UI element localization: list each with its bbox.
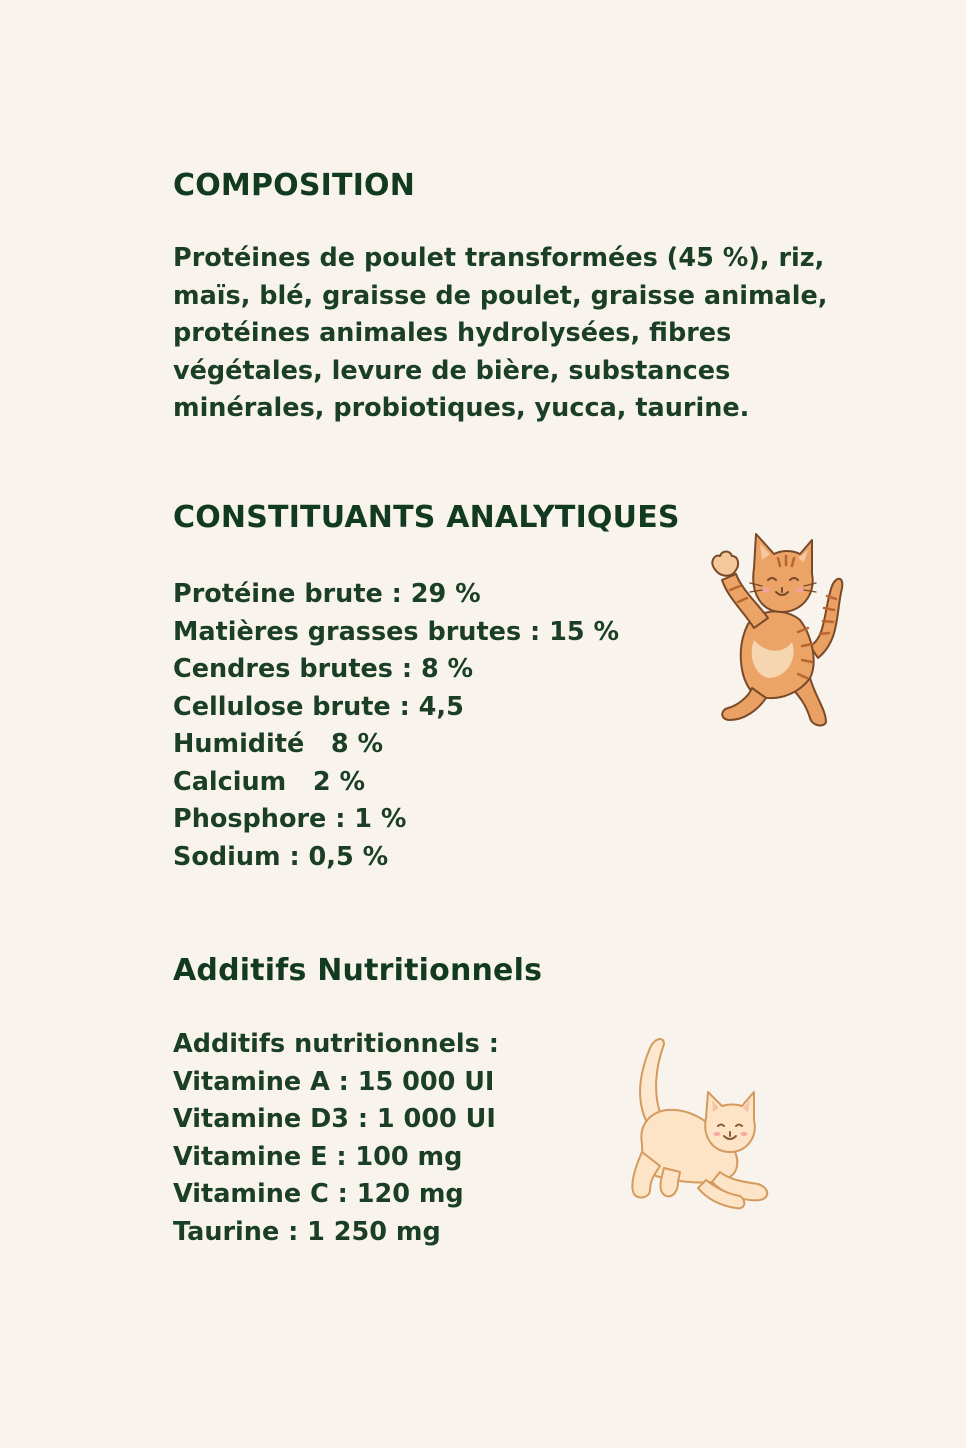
cat-waving-icon xyxy=(706,528,846,738)
additives-item: Additifs nutritionnels : xyxy=(173,1029,499,1059)
analytical-item: Protéine brute : 29 % xyxy=(173,579,481,609)
analytical-item: Phosphore : 1 % xyxy=(173,804,407,834)
additives-heading: Additifs Nutritionnels xyxy=(173,953,543,988)
additives-item: Vitamine D3 : 1 000 UI xyxy=(173,1104,496,1134)
cat-stretching-icon xyxy=(620,1032,780,1212)
additives-item: Vitamine A : 15 000 UI xyxy=(173,1066,495,1097)
analytical-item: Matières grasses brutes : 15 % xyxy=(173,616,619,647)
analytical-item: Cendres brutes : 8 % xyxy=(173,654,474,684)
analytical-list xyxy=(173,576,619,876)
additives-item: Vitamine E : 100 mg xyxy=(173,1141,463,1172)
composition-text: Protéines de poulet transformées (45 %), riz, maïs, blé, graisse de poulet, graisse animale, protéines animales hydrolysées, fibres végétales, levure de bière, substances minérales, probiotiques, yucca, taurine. xyxy=(173,243,828,423)
additives-item: Taurine : 1 250 mg xyxy=(173,1216,441,1247)
additives-item: Vitamine C : 120 mg xyxy=(173,1179,464,1209)
analytical-item: Humidité 8 % xyxy=(173,729,384,759)
analytical-item: Sodium : 0,5 % xyxy=(173,841,389,872)
analytical-item: Cellulose brute : 4,5 xyxy=(173,691,464,722)
additives-list xyxy=(173,1026,499,1251)
composition-heading: COMPOSITION xyxy=(173,168,416,203)
analytical-item: Calcium 2 % xyxy=(173,766,366,797)
analytical-heading: CONSTITUANTS ANALYTIQUES xyxy=(173,500,680,535)
